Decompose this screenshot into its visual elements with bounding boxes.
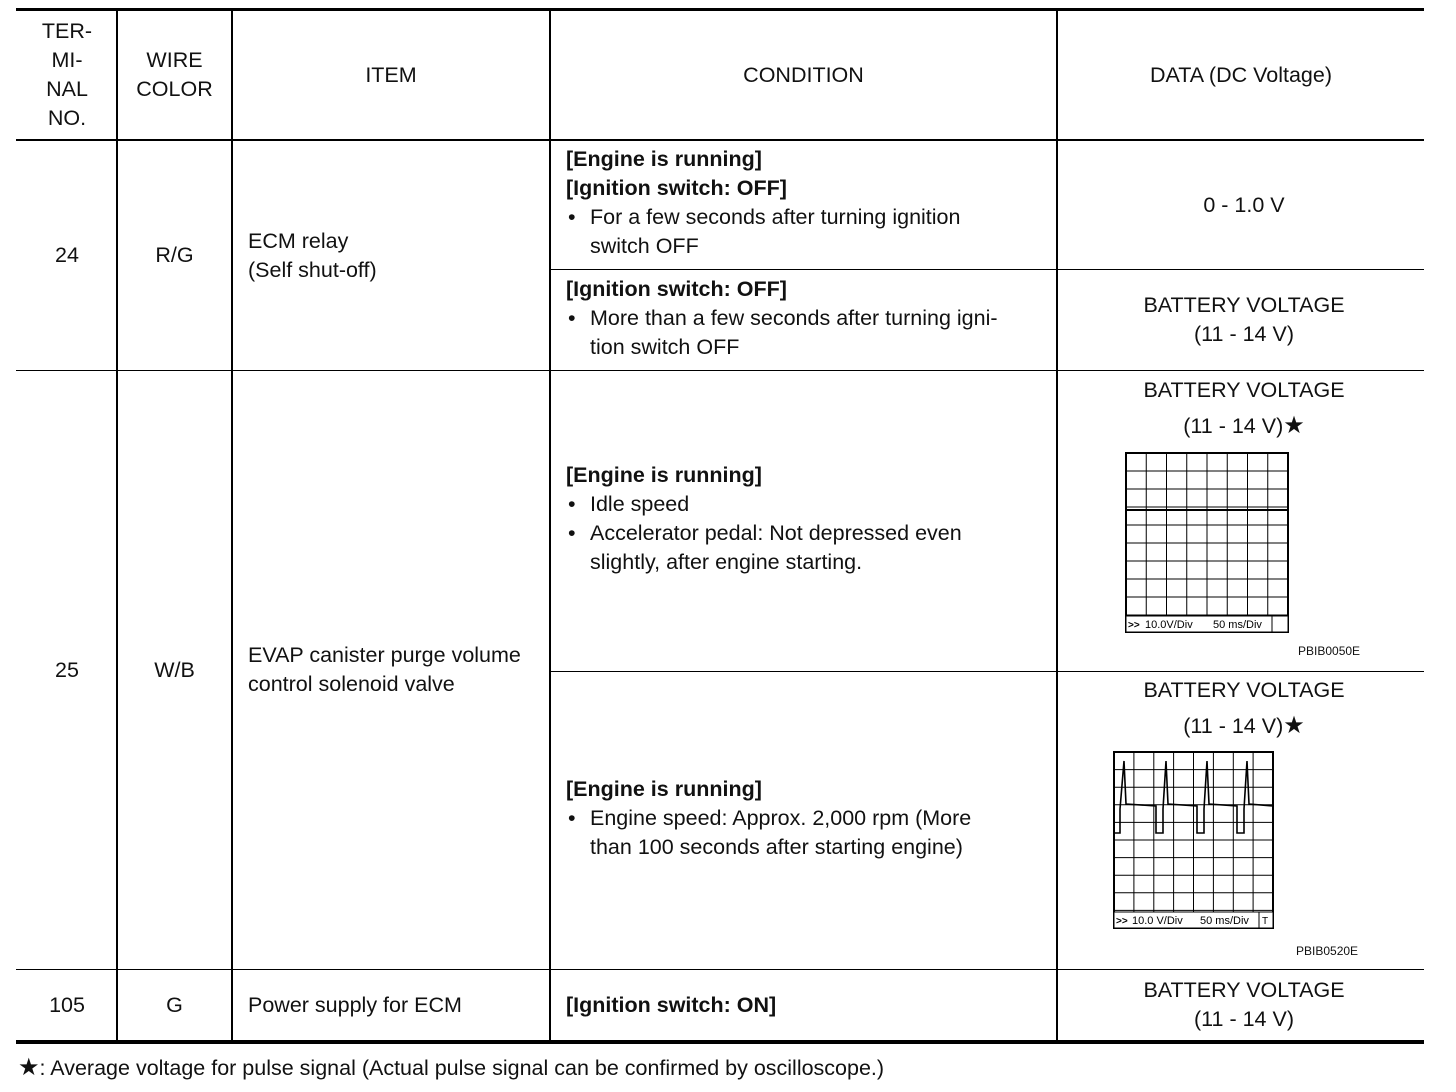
bullet-line: • For a few seconds after turning ignition [590, 205, 961, 229]
header-condition [551, 11, 1056, 139]
item-105 [248, 970, 548, 1040]
data-line: BATTERY VOLTAGE [1143, 978, 1345, 1002]
condition-bullet [566, 490, 1054, 519]
wire-color-105 [118, 970, 231, 1040]
condition-25-a [566, 461, 1054, 591]
header-terminal-line: TER- [41, 19, 93, 43]
data-line: (11 - 14 V) [1183, 414, 1284, 438]
star-icon: ★ [18, 1054, 40, 1081]
scope-volt-div: 10.0 V/Div [1132, 915, 1183, 927]
table-bottom-border [16, 1040, 1424, 1044]
header-condition-label: CONDITION [743, 62, 864, 87]
header-terminal-line: NAL [46, 77, 88, 101]
oscilloscope-2000rpm [1108, 749, 1288, 934]
header-wire-color [118, 11, 231, 139]
row-25-divider [550, 671, 1424, 672]
condition-bullets [566, 804, 1054, 862]
wire-color-value: R/G [155, 243, 194, 267]
star-icon: ★ [1283, 412, 1305, 439]
header-wire-line: COLOR [136, 77, 213, 101]
terminal-number: 24 [55, 243, 79, 267]
terminal-number: 105 [49, 992, 85, 1017]
star-icon: ★ [1283, 712, 1305, 739]
scope-time-div: 50 ms/Div [1213, 619, 1262, 631]
oscilloscope-idle [1120, 450, 1300, 635]
condition-bullets [566, 203, 1054, 261]
condition-bullets [566, 304, 1054, 362]
condition-heading: [Ignition switch: OFF] [566, 277, 787, 301]
condition-bullet [566, 804, 1054, 862]
condition-bullet [566, 519, 1054, 577]
bullet-line: slightly, after engine starting. [590, 550, 863, 574]
condition-24-b [566, 275, 1054, 370]
header-item [233, 11, 549, 139]
condition-bullets [566, 490, 1054, 577]
data-25-b-label [1058, 676, 1430, 746]
data-24-b [1058, 270, 1430, 370]
wire-color-value: W/B [154, 657, 195, 682]
condition-25-b [566, 775, 1054, 875]
wire-color-value: G [166, 992, 183, 1017]
bullet-line: switch OFF [590, 234, 699, 258]
column-divider-2 [231, 10, 233, 1041]
item-line: control solenoid valve [248, 672, 455, 696]
header-terminal-line: NO. [47, 106, 87, 130]
header-terminal-line: MI- [51, 48, 83, 72]
condition-heading: [Engine is running] [566, 147, 762, 171]
header-data [1058, 11, 1424, 139]
item-line: ECM relay [248, 228, 349, 253]
header-wire-line: WIRE [146, 48, 203, 72]
data-line: BATTERY VOLTAGE [1143, 378, 1345, 402]
bullet-line: • Engine speed: Approx. 2,000 rpm (More [590, 806, 972, 830]
condition-heading: [Ignition switch: ON] [566, 992, 777, 1017]
item-line: Power supply for ECM [248, 992, 462, 1017]
header-data-label: DATA (DC Voltage) [1149, 62, 1332, 87]
data-line: (11 - 14 V) [1194, 322, 1294, 346]
item-24 [248, 141, 548, 370]
bullet-line: tion switch OFF [590, 335, 740, 359]
data-25-a-label [1058, 376, 1430, 446]
scope-arrow-icon: >> [1128, 620, 1140, 631]
data-24-a [1058, 141, 1430, 269]
data-value: 0 - 1.0 V [1203, 192, 1285, 217]
condition-24-a [566, 145, 1054, 267]
data-line-with-star [1058, 412, 1430, 441]
footnote [18, 1053, 884, 1083]
condition-bullet [566, 304, 1054, 362]
terminal-25 [18, 371, 116, 969]
wire-color-25 [118, 371, 231, 969]
bullet-line: • Accelerator pedal: Not depressed even [590, 521, 962, 545]
bullet-line: than 100 seconds after starting engine) [590, 835, 963, 859]
header-terminal-no [18, 11, 116, 139]
item-line: EVAP canister purge volume [248, 643, 521, 667]
scope-code-b: PBIB0520E [1296, 944, 1359, 958]
scope-volt-div: 10.0V/Div [1145, 619, 1193, 631]
data-105 [1058, 970, 1430, 1040]
header-item-label: ITEM [365, 62, 417, 87]
scope-trigger-icon: T [1262, 916, 1269, 927]
data-line: (11 - 14 V) [1194, 1007, 1294, 1031]
condition-heading: [Engine is running] [566, 777, 762, 801]
scope-time-div: 50 ms/Div [1200, 915, 1249, 927]
scope-arrow-icon: >> [1116, 916, 1128, 927]
footnote-text: : Average voltage for pulse signal (Actual pulse signal can be confirmed by oscilloscope.) [39, 1056, 885, 1080]
data-line: BATTERY VOLTAGE [1143, 293, 1345, 317]
column-divider-3 [549, 10, 551, 1041]
condition-heading: [Ignition switch: OFF] [566, 176, 787, 200]
bullet-line: • Idle speed [590, 492, 690, 516]
bullet-line: • More than a few seconds after turning igni- [590, 306, 998, 330]
condition-heading: [Engine is running] [566, 463, 762, 487]
scope-code-a: PBIB0050E [1298, 644, 1361, 658]
scope-grid [1126, 453, 1288, 632]
item-line: (Self shut-off) [248, 257, 377, 282]
terminal-number: 25 [55, 657, 79, 682]
condition-105 [566, 970, 1054, 1040]
data-line: BATTERY VOLTAGE [1143, 678, 1345, 702]
scope-grid [1114, 752, 1273, 928]
scope-corner-box [1272, 616, 1288, 632]
terminal-105 [18, 970, 116, 1040]
data-line-with-star [1058, 712, 1430, 741]
condition-bullet [566, 203, 1054, 261]
terminal-24 [18, 141, 116, 370]
item-25 [248, 371, 548, 969]
data-line: (11 - 14 V) [1183, 714, 1284, 738]
wire-color-24 [118, 141, 231, 370]
